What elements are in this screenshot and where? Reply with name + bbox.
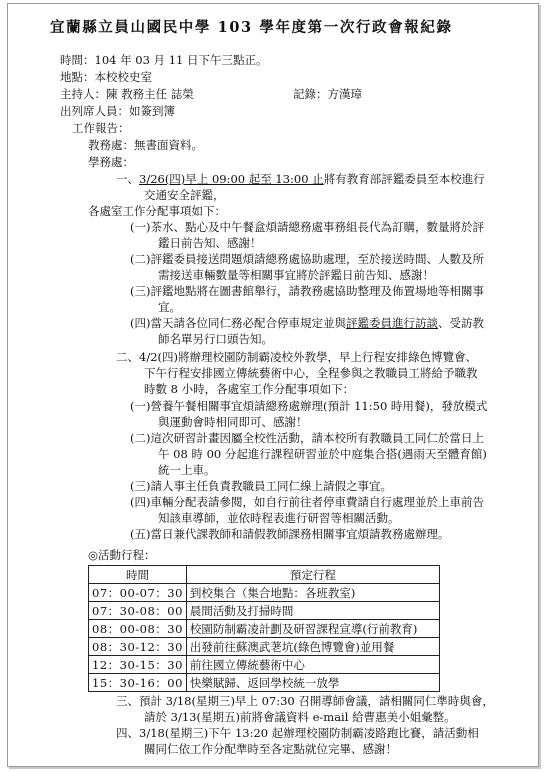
item2-sub4-line2: 知該車導師，並依時程表進行研習等相關活動。	[158, 511, 400, 525]
item1-prefix: 一、	[116, 172, 139, 186]
table-row	[89, 620, 440, 638]
table-row	[89, 656, 440, 674]
item2-sub2-line1: (二)這次研習計畫因屬全校性活動，請本校所有教職員工同仁於當日上	[130, 431, 484, 445]
schedule-table	[88, 565, 440, 692]
item3-line1: 三、預計 3/18(星期三)早上 07:30 召開導師會議，請相關同仁準時與會，	[116, 694, 494, 708]
division-of-work: 各處室工作分配事項如下：	[88, 204, 226, 218]
item2-sub2-line2: 午 08 時 00 分起進行課程研習並於中庭集合搭(遇雨天至體育館)	[158, 447, 487, 461]
schedule-time: 08：00-08：30	[89, 620, 187, 638]
item3-line2: 請於 3/13(星期五)前將會議資料 e-mail 給曹惠美小姐彙整。	[144, 710, 456, 724]
item1-sub1-line2: 鑑日前告知、感謝！	[158, 236, 262, 250]
item4-line1: 四、3/18(星期三)下午 13:20 起辦理校園防制霸凌路跑比賽，請活動相	[116, 726, 479, 740]
schedule-time: 08：30-12：30	[89, 638, 187, 656]
item2-line1: 二、4/2(四)將辦理校園防制霸凌校外教學，早上行程安排綠色博覽會、	[116, 350, 477, 364]
schedule-activity: 出發前往蘇澳武荖坑(綠色博覽會)並用餐	[186, 638, 439, 656]
item1-rest: 將有教育部評鑑委員至本校進行	[323, 172, 485, 186]
item1-sub2-line1: (二)評鑑委員接送問題煩請總務處協助處理，至於接送時間、人數及所	[130, 252, 484, 266]
meeting-time: 時間：104 年 03 月 11 日下午三點正。	[60, 53, 268, 67]
item1-line2: 交通安全評鑑，	[144, 188, 225, 202]
schedule-activity: 晨間活動及打掃時間	[186, 602, 439, 620]
schedule-activity: 到校集合（集合地點：各班教室)	[186, 584, 439, 602]
item1-sub4-line1	[130, 316, 484, 330]
student-affairs-heading: 學務處：	[88, 155, 134, 169]
schedule-label: ◎活動行程：	[88, 548, 156, 562]
item2-sub4-line1: (四)車輛分配表請參閱，如自行前往者停車費請自行處理並於上車前告	[130, 495, 484, 509]
item2-line2: 下午行程安排國立傳統藝術中心，全程參與之教職員工將給予職教	[144, 366, 478, 380]
academic-affairs-section: 教務處：無書面資料。	[88, 138, 203, 152]
item1-sub4-underlined: 評鑑委員進行訪談	[345, 316, 438, 330]
table-row	[89, 638, 440, 656]
schedule-time: 07：00-07：30	[89, 584, 187, 602]
meeting-chair: 主持人：陳 教務主任 誌榮	[60, 87, 194, 101]
meeting-place: 地點：本校校史室	[60, 70, 152, 84]
item1-sub4-text-a: (四)當天請各位同仁務必配合停車規定並與	[130, 316, 346, 330]
table-row	[89, 674, 440, 692]
item2-sub1-line2: 與運動會時相同即可、感謝！	[158, 415, 308, 429]
work-report-heading: 工作報告：	[72, 121, 130, 135]
schedule-header-row	[89, 566, 440, 584]
document-title: 宜蘭縣立員山國民中學 103 學年度第一次行政會報紀錄	[50, 19, 453, 36]
item1-sub3-line1: (三)評鑑地點將在圖書館舉行，請教務處協助整理及佈置場地等相關事	[130, 284, 484, 298]
schedule-activity: 前往國立傳統藝術中心	[186, 656, 439, 674]
item1-sub4-line2: 師名單另行口頭告知。	[158, 332, 273, 346]
meeting-recorder: 記錄：方漢璋	[293, 87, 362, 101]
meeting-attendees: 出列席人員：如簽到簿	[60, 104, 175, 118]
item4-line2: 關同仁依工作分配準時至各定點就位完畢、感謝！	[144, 742, 397, 756]
schedule-time: 15：30-16：00	[89, 674, 187, 692]
item2-sub5: (五)當日兼代課教師和請假教師課務相關事宜煩請教務處辦理。	[130, 527, 450, 541]
document-page	[7, 3, 539, 767]
item1-sub2-line2: 需接送車輛數量等相關事宜將於評鑑日前告知、感謝！	[158, 268, 434, 282]
item1-date-underlined: 3/26(四)早上 09:00 起至 13:00 止	[139, 172, 324, 186]
item1-line1	[116, 172, 485, 186]
schedule-activity: 校園防制霸凌計劃及研習課程宣導(行前教育)	[186, 620, 439, 638]
item1-sub3-line2: 宜。	[158, 300, 181, 314]
schedule-activity: 快樂賦歸、返回學校統一放學	[186, 674, 439, 692]
item2-line3: 時數 8 小時，各處室工作分配事項如下：	[144, 382, 355, 396]
schedule-header-time: 時間	[89, 566, 187, 584]
item1-sub1-line1: (一)茶水、點心及中午餐盒煩請總務處事務組長代為訂購，數量將於評	[130, 220, 484, 234]
schedule-header-activity: 預定行程	[186, 566, 439, 584]
item1-sub4-text-b: 、受訪教	[437, 316, 484, 330]
item2-sub3: (三)請人事主任負責教職員工同仁線上請假之事宜。	[130, 479, 392, 493]
schedule-time: 12：30-15：30	[89, 656, 187, 674]
table-row	[89, 602, 440, 620]
table-row	[89, 584, 440, 602]
item2-sub2-line3: 統一上車。	[158, 463, 216, 477]
schedule-time: 07：30-08：00	[89, 602, 187, 620]
item2-sub1-line1: (一)營養午餐相關事宜煩請總務處辦理(預計 11:50 時用餐)，發放模式	[130, 399, 488, 413]
